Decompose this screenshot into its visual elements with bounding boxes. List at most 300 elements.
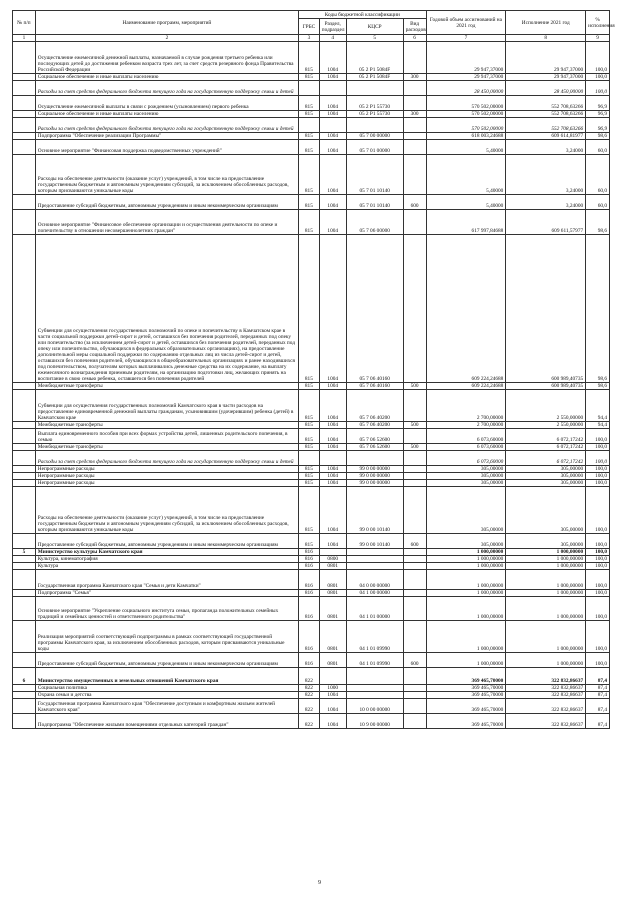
row-plan: 305,00000 <box>426 534 506 549</box>
row-section: 0801 <box>319 563 346 570</box>
row-csr <box>346 556 403 563</box>
row-pct: 100,0 <box>586 74 610 81</box>
table-row <box>13 597 610 621</box>
row-plan: 305,00000 <box>426 473 506 480</box>
row-name: Социальная политика <box>35 685 298 692</box>
row-vr: 600 <box>403 195 426 210</box>
row-number <box>13 451 36 466</box>
row-vr: 500 <box>403 383 426 390</box>
row-grbs: 816 <box>299 563 320 570</box>
row-name: Основное мероприятие "Финансовая поддержка подведомственных учреждений" <box>35 140 298 155</box>
colnum-2: 2 <box>35 35 298 42</box>
row-section: 1004 <box>319 42 346 74</box>
row-plan: 570 502,00000 <box>426 118 506 133</box>
row-csr: 05 7 01 10140 <box>346 195 403 210</box>
row-name: Межбюджетные трансферты <box>35 422 298 429</box>
row-exec: 29 947,37000 <box>506 74 586 81</box>
table-row <box>13 74 610 81</box>
row-section: 0800 <box>319 556 346 563</box>
row-plan: 570 502,00000 <box>426 111 506 118</box>
row-number <box>13 210 36 235</box>
row-exec: 322 832,86637 <box>506 714 586 729</box>
row-pct: 98,6 <box>586 133 610 140</box>
row-section: 1004 <box>319 473 346 480</box>
row-pct: 87,4 <box>586 699 610 714</box>
row-pct: 100,0 <box>586 653 610 668</box>
row-exec: 1 000,00000 <box>506 570 586 590</box>
row-pct: 87,4 <box>586 668 610 685</box>
row-csr <box>346 668 403 685</box>
row-number <box>13 692 36 699</box>
row-plan: 2 700,00000 <box>426 422 506 429</box>
row-name: Расходы за счет средств федерального бюджета текущего года на государственную поддержку семьи и детей <box>35 451 298 466</box>
row-pct: 98,6 <box>586 235 610 383</box>
row-exec: 322 832,86637 <box>506 692 586 699</box>
row-plan: 369 465,70000 <box>426 668 506 685</box>
row-number <box>13 118 36 133</box>
row-csr: 05 7 00 00000 <box>346 133 403 140</box>
row-section: 0801 <box>319 597 346 621</box>
table-row <box>13 155 610 195</box>
row-section: 1004 <box>319 390 346 422</box>
table-row <box>13 444 610 451</box>
row-plan: 369 465,70000 <box>426 685 506 692</box>
table-row <box>13 210 610 235</box>
row-number <box>13 714 36 729</box>
row-name: Охрана семьи и детства <box>35 692 298 699</box>
row-exec: 552 708,63266 <box>506 111 586 118</box>
row-section: 0801 <box>319 590 346 597</box>
row-number <box>13 422 36 429</box>
table-row <box>13 699 610 714</box>
row-vr <box>403 235 426 383</box>
row-number <box>13 487 36 534</box>
colnum-3: 3 <box>299 35 320 42</box>
colnum-9: 9 <box>586 35 610 42</box>
table-row <box>13 480 610 487</box>
row-plan: 618 003,24688 <box>426 133 506 140</box>
row-pct: 100,0 <box>586 556 610 563</box>
row-exec: 600 989,40735 <box>506 383 586 390</box>
table-row <box>13 473 610 480</box>
row-grbs: 816 <box>299 570 320 590</box>
row-vr <box>403 570 426 590</box>
row-number <box>13 653 36 668</box>
row-exec: 600 989,40735 <box>506 235 586 383</box>
row-csr: 05 2 P1 5084F <box>346 42 403 74</box>
row-section: 1004 <box>319 714 346 729</box>
header-codes-group: Коды бюджетной классификации <box>299 11 427 19</box>
row-csr: 05 7 06 52600 <box>346 444 403 451</box>
row-grbs: 815 <box>299 155 320 195</box>
row-csr <box>346 692 403 699</box>
row-plan: 5,40000 <box>426 155 506 195</box>
row-number <box>13 699 36 714</box>
row-grbs: 816 <box>299 590 320 597</box>
row-plan: 617 997,84688 <box>426 210 506 235</box>
header-plan: Годовой объем ассигнований на 2021 год <box>426 11 506 35</box>
row-csr: 05 2 P1 55730 <box>346 96 403 111</box>
row-vr: 300 <box>403 111 426 118</box>
row-exec: 322 832,86637 <box>506 685 586 692</box>
row-pct: 100,0 <box>586 81 610 96</box>
row-plan: 28 450,00000 <box>426 81 506 96</box>
row-exec: 3,24000 <box>506 140 586 155</box>
row-exec: 305,00000 <box>506 487 586 534</box>
table-row <box>13 42 610 74</box>
row-vr <box>403 590 426 597</box>
table-row <box>13 487 610 534</box>
row-grbs: 815 <box>299 74 320 81</box>
row-vr <box>403 42 426 74</box>
row-grbs: 815 <box>299 534 320 549</box>
row-number <box>13 140 36 155</box>
table-row <box>13 466 610 473</box>
row-number <box>13 480 36 487</box>
row-vr <box>403 480 426 487</box>
row-number <box>13 473 36 480</box>
row-plan: 609 224,24688 <box>426 383 506 390</box>
row-csr: 05 7 06 40160 <box>346 235 403 383</box>
row-plan: 1 000,00000 <box>426 590 506 597</box>
colnum-1: 1 <box>13 35 36 42</box>
row-vr: 600 <box>403 534 426 549</box>
row-section <box>319 549 346 556</box>
row-vr <box>403 140 426 155</box>
row-section: 1004 <box>319 466 346 473</box>
row-section: 1004 <box>319 195 346 210</box>
row-pct: 100,0 <box>586 570 610 590</box>
row-exec: 322 832,86637 <box>506 699 586 714</box>
table-row <box>13 668 610 685</box>
row-name: Реализация мероприятий соответствующей подпрограммы в рамках соответствующей государственной программы Камчатского края, за исключением обособленных расходов, которым присваиваются уникальные коды <box>35 621 298 653</box>
row-plan: 1 000,00000 <box>426 549 506 556</box>
row-pct: 98,6 <box>586 383 610 390</box>
row-number <box>13 570 36 590</box>
row-number <box>13 429 36 444</box>
row-csr: 04 1 00 00000 <box>346 590 403 597</box>
row-grbs: 822 <box>299 668 320 685</box>
row-section: 1004 <box>319 96 346 111</box>
row-plan: 305,00000 <box>426 480 506 487</box>
row-csr <box>346 685 403 692</box>
row-section: 0801 <box>319 621 346 653</box>
row-exec: 2 550,00000 <box>506 422 586 429</box>
row-section: 1004 <box>319 444 346 451</box>
row-grbs: 816 <box>299 549 320 556</box>
row-csr: 04 1 01 00000 <box>346 597 403 621</box>
row-vr <box>403 487 426 534</box>
row-number <box>13 111 36 118</box>
row-grbs: 816 <box>299 597 320 621</box>
row-plan: 5,40000 <box>426 195 506 210</box>
row-section <box>319 451 346 466</box>
table-row <box>13 383 610 390</box>
row-number: 5 <box>13 549 36 556</box>
row-csr <box>346 549 403 556</box>
table-row <box>13 556 610 563</box>
row-vr <box>403 473 426 480</box>
row-csr: 05 7 06 00000 <box>346 210 403 235</box>
row-vr: 500 <box>403 444 426 451</box>
row-name: Министерство имущественных и земельных отношений Камчатского края <box>35 668 298 685</box>
row-vr <box>403 685 426 692</box>
row-grbs: 815 <box>299 235 320 383</box>
row-name: Расходы за счет средств федерального бюджета текущего года на государственную поддержку семьи и детей <box>35 81 298 96</box>
row-vr: 500 <box>403 422 426 429</box>
row-csr: 99 0 00 00000 <box>346 466 403 473</box>
row-number <box>13 621 36 653</box>
row-exec: 1 000,00000 <box>506 590 586 597</box>
row-plan: 369 465,70000 <box>426 714 506 729</box>
row-exec: 552 708,63266 <box>506 96 586 111</box>
row-csr: 04 1 01 09990 <box>346 621 403 653</box>
row-name: Государственная программа Камчатского края "Обеспечение доступным и комфортным жильем жителей Камчатского края" <box>35 699 298 714</box>
row-plan: 6 073,60000 <box>426 444 506 451</box>
row-vr <box>403 556 426 563</box>
row-exec: 1 000,00000 <box>506 556 586 563</box>
row-csr: 99 0 00 10140 <box>346 534 403 549</box>
row-name: Субвенции для осуществления государственных полномочий Камчатского края в части расходов на предоставление единовременной денежной выплаты гражданам, усыновившим (удочерившим) ребенка (детей) в Камчатском крае <box>35 390 298 422</box>
row-plan: 570 502,00000 <box>426 96 506 111</box>
table-row <box>13 195 610 210</box>
row-plan: 305,00000 <box>426 487 506 534</box>
table-row <box>13 390 610 422</box>
row-pct: 100,0 <box>586 534 610 549</box>
row-grbs: 822 <box>299 699 320 714</box>
row-section <box>319 81 346 96</box>
row-number <box>13 685 36 692</box>
row-exec: 305,00000 <box>506 466 586 473</box>
row-pct: 100,0 <box>586 549 610 556</box>
row-name: Осуществление ежемесячной выплаты в связи с рождением (усыновлением) первого ребенка <box>35 96 298 111</box>
row-csr: 04 1 01 09990 <box>346 653 403 668</box>
column-numbers-row <box>13 35 610 42</box>
row-name: Основное мероприятие "Укрепление социального института семьи, пропаганда положительных семейных традиций и семейных ценностей и ответственного родительства" <box>35 597 298 621</box>
row-name: Подпрограмма "Обеспечение реализации Программы" <box>35 133 298 140</box>
row-exec: 1 000,00000 <box>506 563 586 570</box>
row-csr <box>346 563 403 570</box>
row-exec: 609 614,81977 <box>506 133 586 140</box>
row-pct: 100,0 <box>586 444 610 451</box>
row-exec: 1 000,00000 <box>506 653 586 668</box>
row-csr: 99 0 00 00000 <box>346 480 403 487</box>
row-vr <box>403 155 426 195</box>
row-csr: 05 2 P1 55730 <box>346 111 403 118</box>
row-section: 1004 <box>319 692 346 699</box>
row-section: 1004 <box>319 422 346 429</box>
row-pct: 98,6 <box>586 210 610 235</box>
row-number <box>13 466 36 473</box>
row-exec: 6 072,17242 <box>506 451 586 466</box>
row-exec: 3,24000 <box>506 155 586 195</box>
row-grbs: 815 <box>299 195 320 210</box>
table-row <box>13 534 610 549</box>
row-section: 1004 <box>319 235 346 383</box>
row-vr <box>403 692 426 699</box>
row-grbs: 815 <box>299 422 320 429</box>
row-pct: 87,4 <box>586 692 610 699</box>
row-number <box>13 390 36 422</box>
row-name: Непрограммные расходы <box>35 466 298 473</box>
row-section <box>319 118 346 133</box>
row-vr <box>403 118 426 133</box>
row-section: 1004 <box>319 155 346 195</box>
row-pct: 100,0 <box>586 451 610 466</box>
table-row <box>13 549 610 556</box>
row-vr <box>403 133 426 140</box>
header-pct: % исполнения <box>586 11 610 35</box>
row-exec: 305,00000 <box>506 480 586 487</box>
row-exec: 3,24000 <box>506 195 586 210</box>
row-plan: 305,00000 <box>426 466 506 473</box>
row-section: 1004 <box>319 487 346 534</box>
row-name: Субвенции для осуществления государственных полномочий по опеке и попечительству в Камчатском крае в части социальной поддержки детей-сирот и детей, оставшихся без попечения родителей, переданных под опеку или попечительство (за исключением детей-сирот и детей, оставшихся без попечения родителей, переданных под опеку или попечительство, обучающихся в федеральных образовательных организациях), на предоставление дополнительной меры социальной поддержки по содержанию отдельных лиц из числа детей-сирот и детей, оставшихся без попечения родителей, обучающихся в общеобразовательных организациях и ранее находившихся под попечительством, получателям которых выплачивались денежные средства на их содержание, на выплату ежемесячного вознаграждения приемным родителям, на организацию подготовки лиц, желающих принять на воспитание в свою семью ребенка, оставшегося без попечения родителей <box>35 235 298 383</box>
row-grbs: 815 <box>299 390 320 422</box>
row-number <box>13 74 36 81</box>
table-row <box>13 422 610 429</box>
row-grbs: 816 <box>299 556 320 563</box>
row-section: 0801 <box>319 653 346 668</box>
row-plan: 1 000,00000 <box>426 597 506 621</box>
row-plan: 609 224,24688 <box>426 235 506 383</box>
row-csr: 05 7 06 40200 <box>346 390 403 422</box>
row-grbs: 815 <box>299 111 320 118</box>
table-row <box>13 96 610 111</box>
row-number <box>13 563 36 570</box>
header-name: Наименование программ, мероприятий <box>35 11 298 35</box>
row-pct: 96,9 <box>586 96 610 111</box>
row-pct: 100,0 <box>586 597 610 621</box>
row-plan: 29 947,37000 <box>426 42 506 74</box>
row-exec: 1 000,00000 <box>506 597 586 621</box>
row-exec: 2 550,00000 <box>506 390 586 422</box>
table-row <box>13 590 610 597</box>
row-csr: 10 9 00 00000 <box>346 714 403 729</box>
row-section: 1004 <box>319 383 346 390</box>
row-pct: 87,4 <box>586 714 610 729</box>
row-number <box>13 155 36 195</box>
row-pct: 60,0 <box>586 155 610 195</box>
row-name: Непрограммные расходы <box>35 480 298 487</box>
row-section: 1000 <box>319 685 346 692</box>
row-name: Социальное обеспечение и иные выплаты населению <box>35 74 298 81</box>
row-name: Расходы на обеспечение деятельности (оказание услуг) учреждений, в том числе на предоставление государственным бюджетным и автономным учреждениям субсидий, за исключением обособленных расходов, которым присваиваются уникальные коды <box>35 487 298 534</box>
row-pct: 100,0 <box>586 42 610 74</box>
row-pct: 100,0 <box>586 466 610 473</box>
row-grbs: 815 <box>299 383 320 390</box>
row-pct: 100,0 <box>586 563 610 570</box>
row-grbs: 815 <box>299 42 320 74</box>
row-number <box>13 556 36 563</box>
row-pct: 94,4 <box>586 390 610 422</box>
table-row <box>13 451 610 466</box>
row-pct: 100,0 <box>586 473 610 480</box>
row-name: Межбюджетные трансферты <box>35 383 298 390</box>
row-vr <box>403 429 426 444</box>
row-name: Межбюджетные трансферты <box>35 444 298 451</box>
row-grbs: 815 <box>299 210 320 235</box>
table-row <box>13 235 610 383</box>
row-grbs: 815 <box>299 133 320 140</box>
table-row <box>13 133 610 140</box>
table-row <box>13 563 610 570</box>
row-plan: 1 000,00000 <box>426 570 506 590</box>
row-name: Расходы на обеспечение деятельности (оказание услуг) учреждений, в том числе на предоставление государственным бюджетным и автономным учреждениям субсидий, за исключением обособленных расходов, которым присваиваются уникальные коды <box>35 155 298 195</box>
row-vr <box>403 96 426 111</box>
row-section: 1004 <box>319 74 346 81</box>
row-vr <box>403 466 426 473</box>
row-grbs: 815 <box>299 466 320 473</box>
row-number <box>13 42 36 74</box>
row-plan: 1 000,00000 <box>426 563 506 570</box>
row-csr: 04 0 00 00000 <box>346 570 403 590</box>
row-plan: 1 000,00000 <box>426 653 506 668</box>
row-grbs <box>299 451 320 466</box>
row-exec: 305,00000 <box>506 534 586 549</box>
header-row <box>13 11 610 19</box>
row-pct: 96,9 <box>586 111 610 118</box>
table-row <box>13 653 610 668</box>
row-plan: 6 073,60000 <box>426 451 506 466</box>
colnum-5: 5 <box>346 35 403 42</box>
row-pct: 100,0 <box>586 487 610 534</box>
row-pct: 94,4 <box>586 422 610 429</box>
row-exec: 305,00000 <box>506 473 586 480</box>
row-name: Государственная программа Камчатского края "Семья и дети Камчатки" <box>35 570 298 590</box>
budget-table <box>12 10 615 729</box>
header-csr: КЦСР <box>346 19 403 35</box>
row-grbs: 815 <box>299 480 320 487</box>
row-grbs <box>299 118 320 133</box>
header-vr: Вид расходов <box>403 19 426 35</box>
row-name: Предоставление субсидий бюджетным, автономным учреждениям и иным некоммерческим организациям <box>35 195 298 210</box>
header-exec: Исполнение 2021 год <box>506 11 586 35</box>
row-exec: 1 000,00000 <box>506 621 586 653</box>
row-section: 0801 <box>319 570 346 590</box>
row-grbs: 815 <box>299 444 320 451</box>
row-plan: 29 947,37000 <box>426 74 506 81</box>
row-csr: 99 0 00 00000 <box>346 473 403 480</box>
row-plan: 1 000,00000 <box>426 621 506 653</box>
row-exec: 6 072,17242 <box>506 429 586 444</box>
colnum-8: 8 <box>506 35 586 42</box>
row-vr <box>403 699 426 714</box>
row-csr: 05 7 01 00000 <box>346 140 403 155</box>
row-vr <box>403 451 426 466</box>
row-name: Социальное обеспечение и иные выплаты населению <box>35 111 298 118</box>
row-section: 1004 <box>319 133 346 140</box>
row-grbs: 816 <box>299 653 320 668</box>
row-pct: 100,0 <box>586 429 610 444</box>
header-num: № п/п <box>13 11 36 35</box>
row-vr <box>403 714 426 729</box>
colnum-6: 6 <box>403 35 426 42</box>
row-vr: 300 <box>403 74 426 81</box>
row-csr <box>346 81 403 96</box>
row-number <box>13 235 36 383</box>
row-section: 1004 <box>319 111 346 118</box>
row-section: 1004 <box>319 534 346 549</box>
row-vr <box>403 390 426 422</box>
row-vr <box>403 621 426 653</box>
row-vr: 600 <box>403 653 426 668</box>
row-csr: 05 7 06 40200 <box>346 422 403 429</box>
row-pct: 60,0 <box>586 195 610 210</box>
table-row <box>13 81 610 96</box>
row-exec: 1 000,00000 <box>506 549 586 556</box>
row-plan: 369 465,70000 <box>426 692 506 699</box>
